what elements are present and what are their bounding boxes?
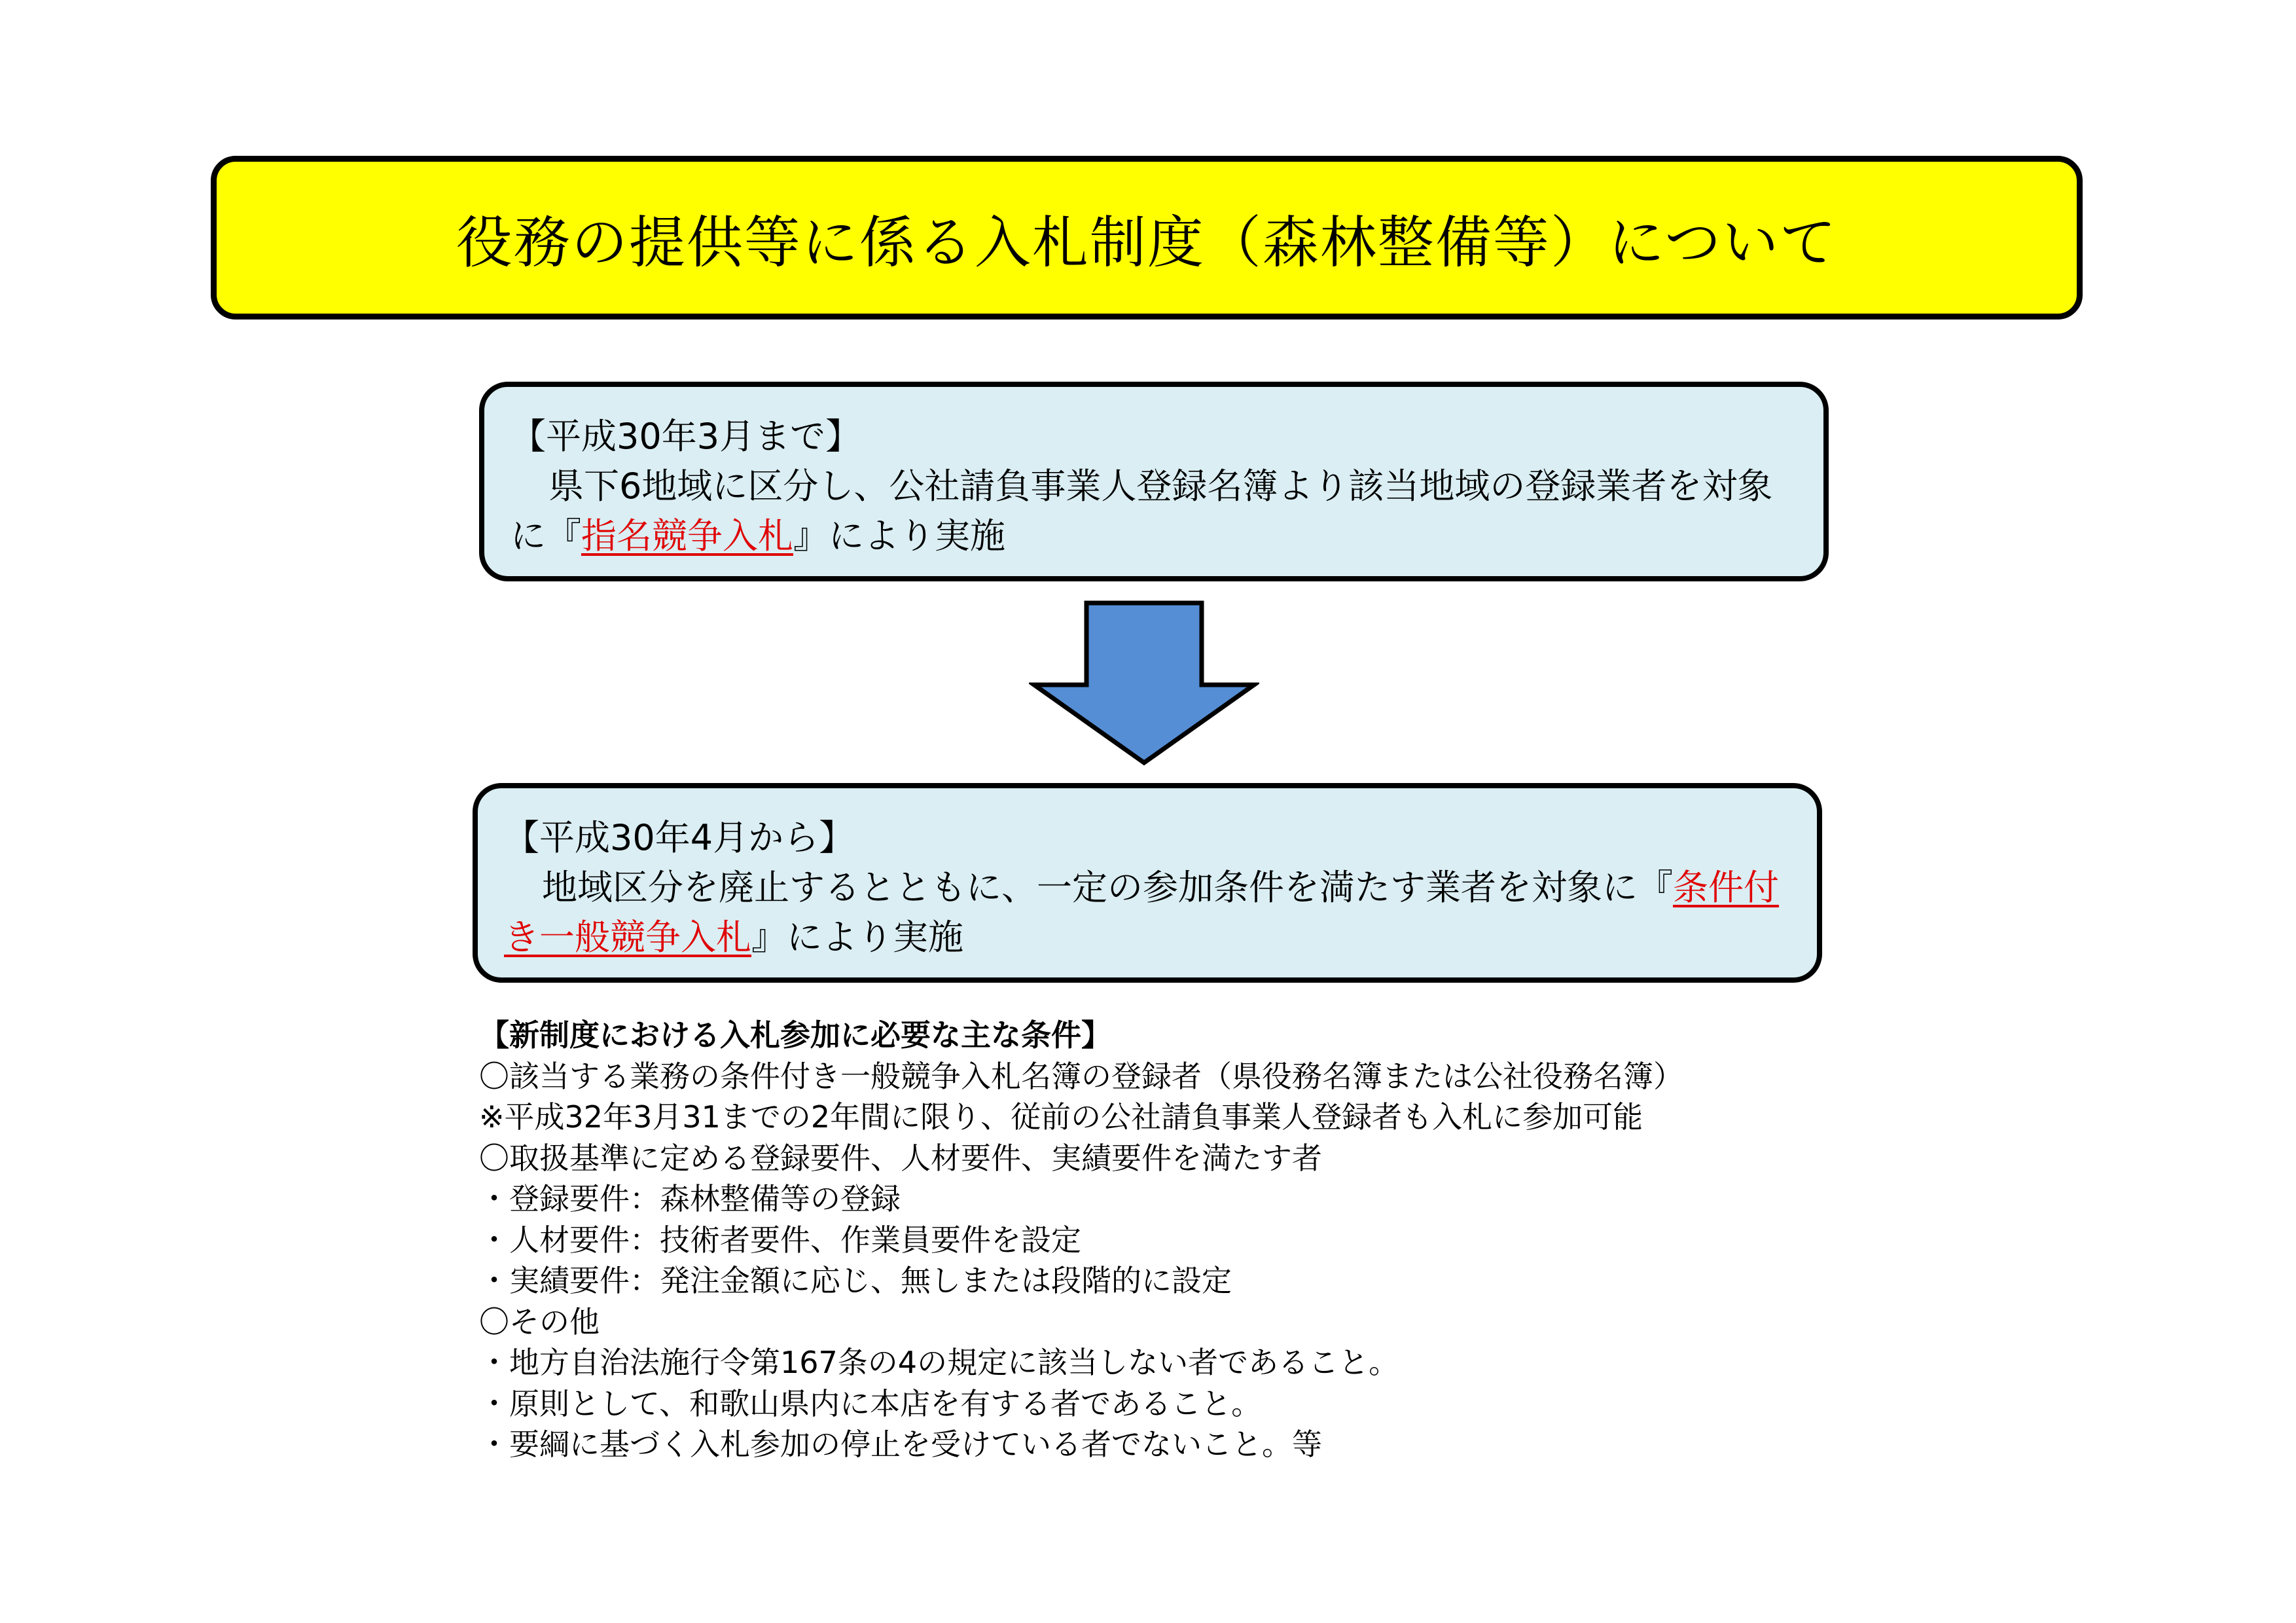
after-heading: 【平成30年4月から】 xyxy=(504,817,855,858)
down-arrow-icon xyxy=(1029,599,1259,767)
condition-line: 〇その他 xyxy=(479,1304,600,1340)
before-description xyxy=(511,462,1797,561)
conditions-section xyxy=(479,1015,1788,1465)
condition-line: 〇該当する業務の条件付き一般競争入札名簿の登録者（県役務名簿または公社役務名簿） xyxy=(479,1058,1683,1094)
after-description xyxy=(504,863,1791,962)
before-text-prefix: 県下6地域に区分し、公社請負事業人登録名簿より該当地域の登録業者を対象に『 xyxy=(511,465,1773,556)
before-system-box xyxy=(479,382,1829,581)
before-heading: 【平成30年3月まで】 xyxy=(511,416,861,457)
condition-line: 〇取扱基準に定める登録要件、人材要件、実績要件を満たす者 xyxy=(479,1140,1322,1176)
condition-line: ・地方自治法施行令第167条の4の規定に該当しない者であること。 xyxy=(479,1345,1399,1380)
condition-line: ・原則として、和歌山県内に本店を有する者であること。 xyxy=(479,1385,1262,1421)
title-banner xyxy=(211,156,2083,319)
condition-line: ・要綱に基づく入札参加の停止を受けている者でないこと。等 xyxy=(479,1427,1322,1462)
condition-line: ・実績要件：発注金額に応じ、無しまたは段階的に設定 xyxy=(479,1263,1232,1298)
page-title: 役務の提供等に係る入札制度（森林整備等）について xyxy=(456,210,1838,276)
after-system-box xyxy=(473,783,1822,983)
condition-line: ・登録要件：森林整備等の登録 xyxy=(479,1181,901,1216)
after-highlight: 条件付き一般競争入札 xyxy=(504,867,1779,958)
condition-line: ※平成32年3月31までの2年間に限り、従前の公社請負事業人登録者も入札に参加可能 xyxy=(479,1099,1643,1135)
before-highlight: 指名競争入札 xyxy=(581,515,793,556)
conditions-heading: 【新制度における入札参加に必要な主な条件】 xyxy=(479,1017,1111,1053)
condition-line: ・人材要件：技術者要件、作業員要件を設定 xyxy=(479,1222,1081,1258)
after-text-prefix: 地域区分を廃止するとともに、一定の参加条件を満たす業者を対象に『 xyxy=(542,867,1673,908)
before-text-suffix: 』により実施 xyxy=(793,515,1005,556)
after-text-suffix: 』により実施 xyxy=(751,917,963,958)
